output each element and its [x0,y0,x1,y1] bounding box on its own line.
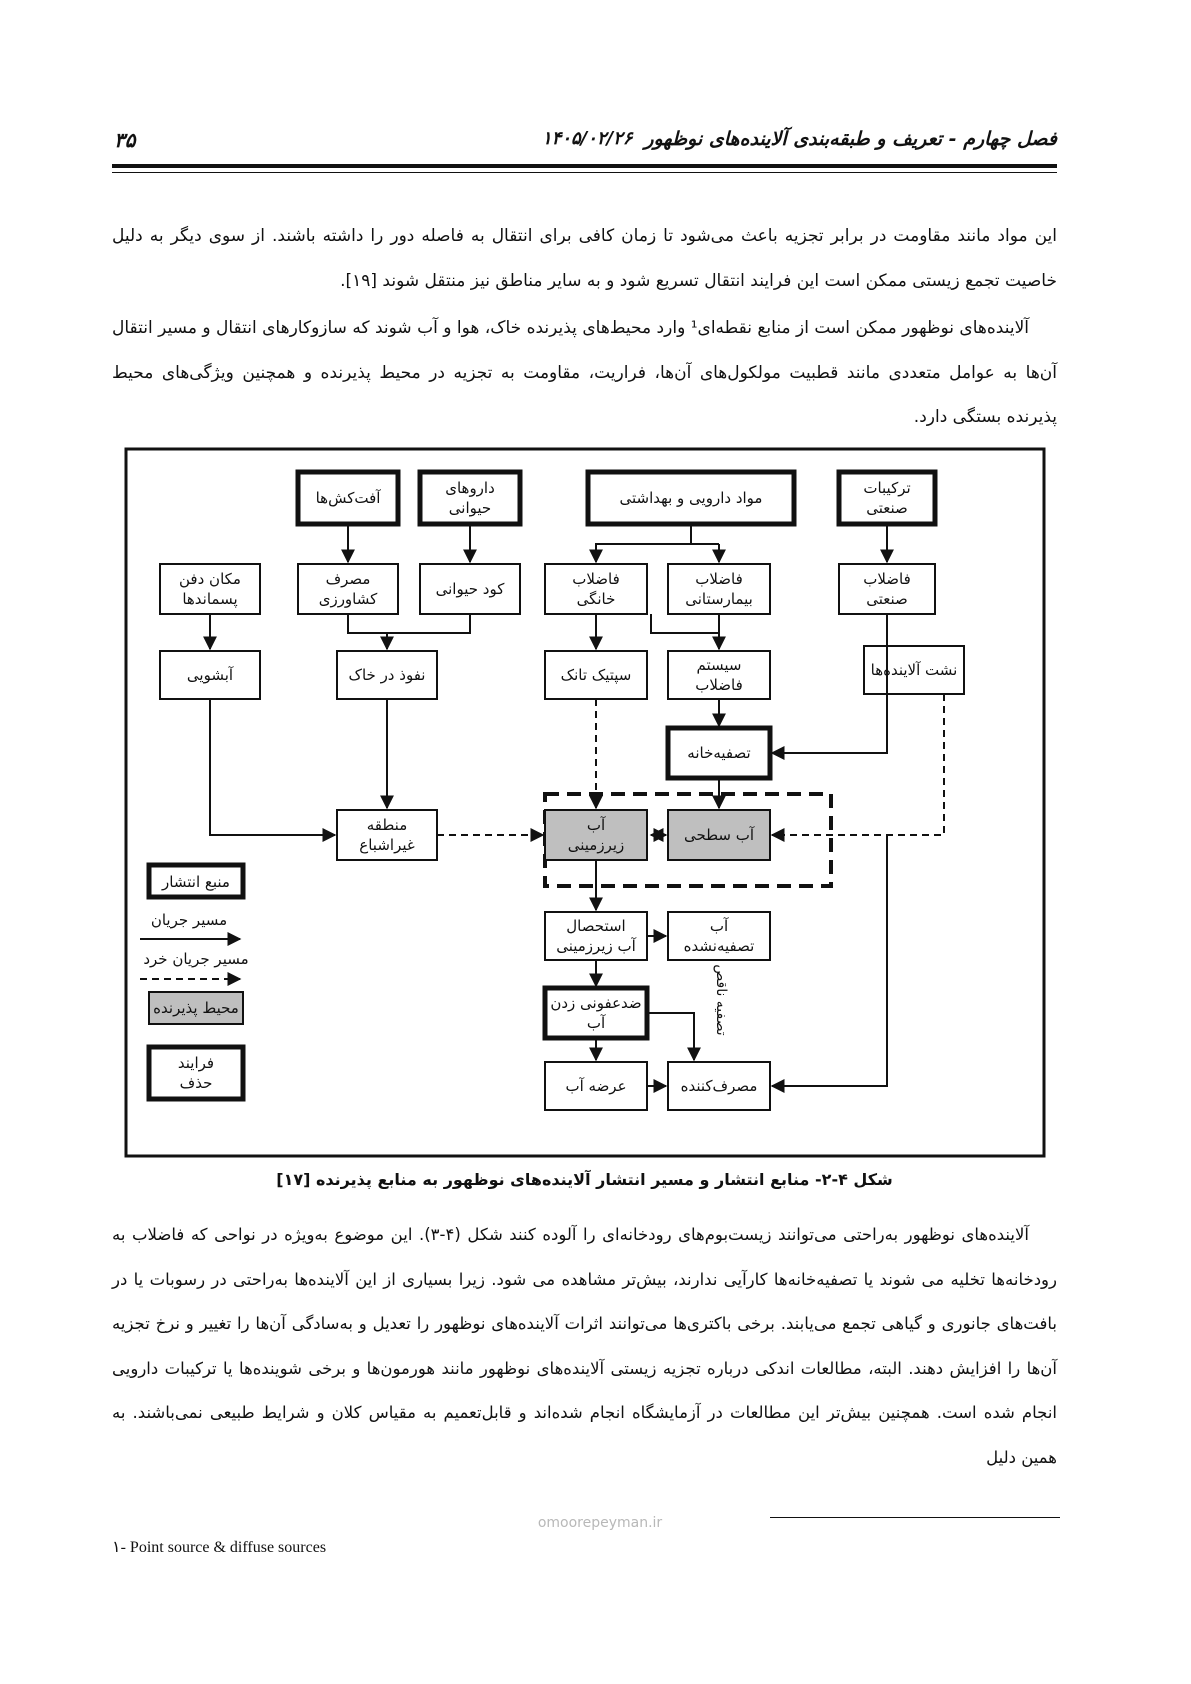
label-industrial-ww-2: صنعتی [866,590,908,608]
label-landfill-1: مکان دفن [179,570,241,588]
label-leaching: آبشویی [186,666,234,684]
label-groundwater-2: زیرزمینی [567,836,625,854]
header-rule [112,164,1057,168]
figure-frame [126,449,1044,1156]
label-agri-1: مصرف [325,570,371,588]
label-leakage: نشت آلاینده‌ها [870,661,958,679]
box-leakage [864,646,964,694]
label-unsaturated-1: منطقه [366,816,408,834]
box-unsaturated-zone [337,810,437,860]
label-groundwater-1: آب [586,816,606,834]
box-hospital-ww [668,564,770,614]
label-untreated-1: آب [709,917,729,935]
label-industrial-1: ترکیبات [863,479,911,497]
label-industrial-ww-1: فاضلاب [863,570,911,588]
box-untreated-water [668,912,770,960]
legend-flow: مسیر جریان [150,911,228,929]
label-agri-2: کشاورزی [318,590,378,608]
label-industrial-2: صنعتی [866,499,908,517]
emission-pathways-diagram [124,447,1046,1158]
footnote: ۱- Point source & diffuse sources [112,1539,327,1556]
label-incomplete-treatment: تصفیه ناقص [713,964,729,1036]
label-gw-extraction-1: استحصال [566,917,626,935]
box-leaching [160,651,260,699]
box-consumer [668,1062,770,1110]
paragraph-3: آلاینده‌های نوظهور به‌راحتی می‌توانند زیست‌بوم‌های رودخانه‌ای را آلوده کنند شکل (۴-۳). این موضوع به‌ویژه در نواحی که فاضلاب به رودخانه‌ها تخلیه می شوند یا تصفیه‌خانه‌ها کارآیی ندارند، بیش‌تر مشاهده می شود. زیرا بسیاری از این آلاینده‌ها به‌راحتی در رسوبات یا در بافت‌های جانوری و گیاهی تجمع می‌یابند. برخی باکتری‌ها می‌توانند اثرات آلاینده‌های نوظهور را تعدیل و به‌سادگی آن‌ها را تغییر و نرخ تجزیه آن‌ها را افزایش دهند. البته، مطالعات اندکی درباره تجزیه زیستی آلاینده‌های نوظهور مانند هورمون‌ها و برخی شوینده‌ها یا ترکیبات دارویی انجام شده است. همچنین بیش‌تر این مطالعات در آزمایشگاه انجام شده‌اند و قابل‌تعمیم به مقیاس کلان و شرایط طبیعی نمی‌باشند. به همین دلیل [112,1225,1057,1467]
label-sewer-2: فاضلاب [695,676,743,694]
box-pesticides [298,472,398,524]
box-vet-drugs [420,472,520,524]
footnote-rule [770,1517,1060,1518]
watermark: omoorepeyman.ir [537,1515,663,1531]
label-consumer: مصرف‌کننده [680,1077,758,1095]
box-manure [420,564,520,614]
box-septic-tank [545,651,647,699]
legend-removal-2: حذف [179,1074,213,1092]
paragraph-2: آلاینده‌های نوظهور ممکن است از منابع نقطه‌ای¹ وارد محیط‌های پذیرنده خاک، هوا و آب شوند که سازوکارهای انتقال و مسیر انتقال آن‌ها به عوامل متعددی مانند قطبیت مولکول‌های آن‌ها، فراریت، مقاومت به تجزیه در محیط پذیرنده و همچنین ویژگی‌های محیط پذیرنده بستگی دارد. [112,318,1057,427]
label-pesticides: آفت‌کش‌ها [315,489,381,507]
label-domestic-ww-2: خانگی [576,590,616,608]
label-untreated-2: تصفیه‌نشده [683,937,755,955]
label-soil-infiltration: نفوذ در خاک [348,666,426,684]
label-manure: کود حیوانی [435,580,505,598]
box-surface-water [668,810,770,860]
page-header [112,128,1057,150]
label-unsaturated-2: غیراشباع [359,836,415,854]
legend [140,865,249,1099]
box-agri [298,564,398,614]
label-gw-extraction-2: آب زیرزمینی [556,937,636,955]
chapter-title: فصل چهارم - تعریف و طبقه‌بندی آلاینده‌های نوظهور [644,128,1057,150]
label-disinfection-1: ضدعفونی زدن [550,994,642,1012]
label-vet-drugs-2: حیوانی [448,499,492,517]
label-treatment-plant: تصفیه‌خانه [687,744,751,762]
label-vet-drugs-1: داروهای [445,479,495,497]
label-water-supply: عرضه آب [565,1077,627,1095]
header-date: ۱۴۰۵/۰۲/۲۶ [542,128,633,149]
label-landfill-2: پسماندها [182,590,238,608]
box-treatment-plant [668,728,770,778]
box-soil-infiltration [337,651,437,699]
box-disinfection [545,988,647,1038]
box-water-supply [545,1062,647,1110]
box-sewer [668,651,770,699]
legend-source: منبع انتشار [162,873,230,891]
box-gw-extraction [545,912,647,960]
label-sewer-1: سیستم [696,656,742,674]
label-septic-tank: سپتیک تانک [560,666,632,684]
label-disinfection-2: آب [586,1014,606,1032]
label-domestic-ww-1: فاضلاب [572,570,620,588]
box-landfill [160,564,260,614]
label-hospital-ww-2: بیمارستانی [685,590,753,608]
page-number: ۳۵ [114,128,136,152]
box-groundwater [545,810,647,860]
box-domestic-ww [545,564,647,614]
label-hospital-ww-1: فاضلاب [695,570,743,588]
legend-receptor: محیط پذیرنده [153,999,239,1017]
box-industrial [839,472,935,524]
figure-caption: شکل ۴-۲- منابع انتشار و مسیر انتشار آلاینده‌های نوظهور به منابع پذیرنده [۱۷] [276,1170,893,1189]
header-rule-thin [112,172,1057,173]
label-surface-water: آب سطحی [683,826,755,844]
paragraph-1: این مواد مانند مقاومت در برابر تجزیه باعث می‌شود تا زمان کافی برای انتقال به فاصله دور را داشته باشند. از سوی دیگر به دلیل خاصیت تجمع زیستی ممکن است این فرایند انتقال تسریع شود و به سایر مناطق نیز منتقل شوند [۱۹]. [112,226,1057,291]
label-pharma: مواد دارویی و بهداشتی [619,489,763,507]
legend-minor-flow: مسیر جریان خرد [143,950,249,968]
box-pharma [588,472,794,524]
legend-removal-1: فرایند [177,1054,215,1072]
box-industrial-ww [839,564,935,614]
